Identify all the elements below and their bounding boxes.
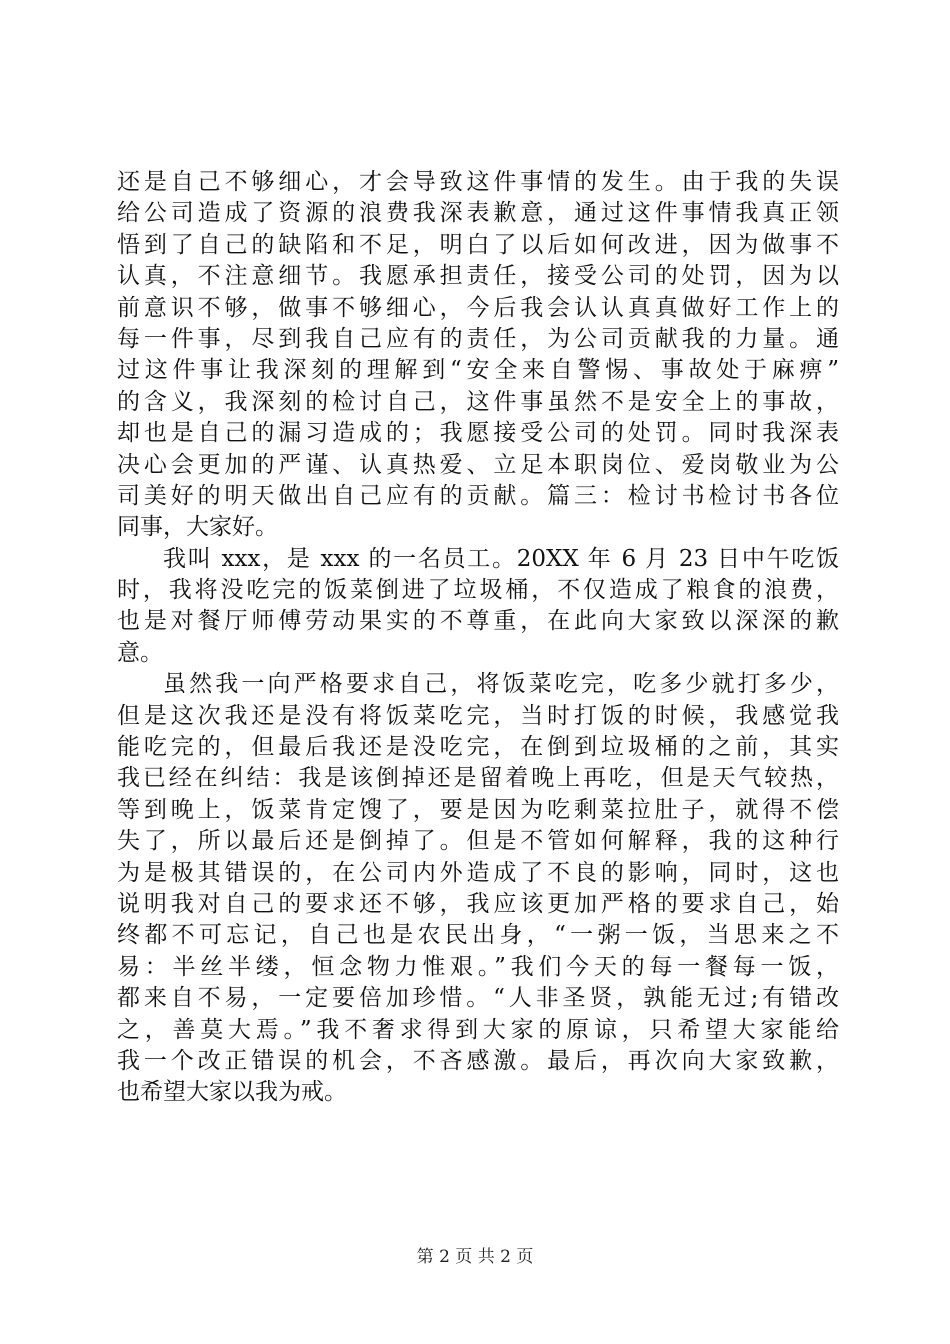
- text-line: 也是对餐厅师傅劳动果实的不尊重，在此向大家致以深深的歉: [117, 608, 839, 635]
- text-line: 决心会更加的严谨、认真热爱、立足本职岗位、爱岗敬业为公: [117, 451, 839, 478]
- text-line: 也希望大家以我为戒。: [117, 1079, 347, 1106]
- text-line: 给公司造成了资源的浪费我深表歉意，通过这件事情我真正领: [117, 200, 839, 227]
- text-line: 虽然我一向严格要求自己，将饭菜吃完，吃多少就打多少，: [163, 671, 839, 698]
- text-line: 司美好的明天做出自己应有的贡献。篇三：检讨书检讨书各位: [117, 482, 839, 509]
- text-line: 失了，所以最后还是倒掉了。但是不管如何解释，我的这种行: [117, 828, 839, 855]
- text-line: 我已经在纠结：我是该倒掉还是留着晚上再吃，但是天气较热，: [117, 765, 839, 792]
- text-line: 之，善莫大焉。”我不奢求得到大家的原谅，只希望大家能给: [117, 1016, 839, 1043]
- text-line: 说明我对自己的要求还不够，我应该更加严格的要求自己，始: [117, 890, 839, 917]
- text-line: 为是极其错误的，在公司内外造成了不良的影响，同时，这也: [117, 859, 839, 886]
- text-line: 等到晚上，饭菜肯定馊了，要是因为吃剩菜拉肚子，就得不偿: [117, 796, 839, 823]
- text-line: 认真，不注意细节。我愿承担责任，接受公司的处罚，因为以: [117, 263, 839, 290]
- text-line: 过这件事让我深刻的理解到“安全来自警惕、事故处于麻痹”: [117, 357, 839, 384]
- text-line: 前意识不够，做事不够细心，今后我会认认真真做好工作上的: [117, 294, 839, 321]
- document-body: [117, 167, 839, 1109]
- text-line: 都来自不易，一定要倍加珍惜。“人非圣贤，孰能无过;有错改: [117, 985, 839, 1012]
- text-line: 我叫 xxx，是 xxx 的一名员工。20XX 年 6 月 23 日中午吃饭: [163, 545, 839, 572]
- text-line: 我一个改正错误的机会，不吝感激。最后，再次向大家致歉，: [117, 1047, 839, 1074]
- text-line: 每一件事，尽到我自己应有的责任，为公司贡献我的力量。通: [117, 325, 839, 352]
- text-line: 同事，大家好。: [117, 514, 278, 541]
- text-line: 能吃完的，但最后我还是没吃完，在倒到垃圾桶的之前，其实: [117, 734, 839, 761]
- text-line: 时，我将没吃完的饭菜倒进了垃圾桶，不仅造成了粮食的浪费，: [117, 577, 839, 604]
- page-footer: 第 2 页 共 2 页: [416, 1247, 534, 1267]
- text-line: 的含义，我深刻的检讨自己，这件事虽然不是安全上的事故，: [117, 388, 839, 415]
- text-line: 意。: [117, 639, 163, 666]
- text-line: 悟到了自己的缺陷和不足，明白了以后如何改进，因为做事不: [117, 231, 839, 258]
- text-line: 还是自己不够细心，才会导致这件事情的发生。由于我的失误: [117, 169, 839, 195]
- text-line: 终都不可忘记，自己也是农民出身，“一粥一饭，当思来之不: [117, 922, 839, 949]
- text-line: 但是这次我还是没有将饭菜吃完，当时打饭的时候，我感觉我: [117, 702, 839, 729]
- text-line: 却也是自己的漏习造成的；我愿接受公司的处罚。同时我深表: [117, 420, 839, 447]
- text-line: 易：半丝半缕，恒念物力惟艰。”我们今天的每一餐每一饭，: [117, 953, 839, 980]
